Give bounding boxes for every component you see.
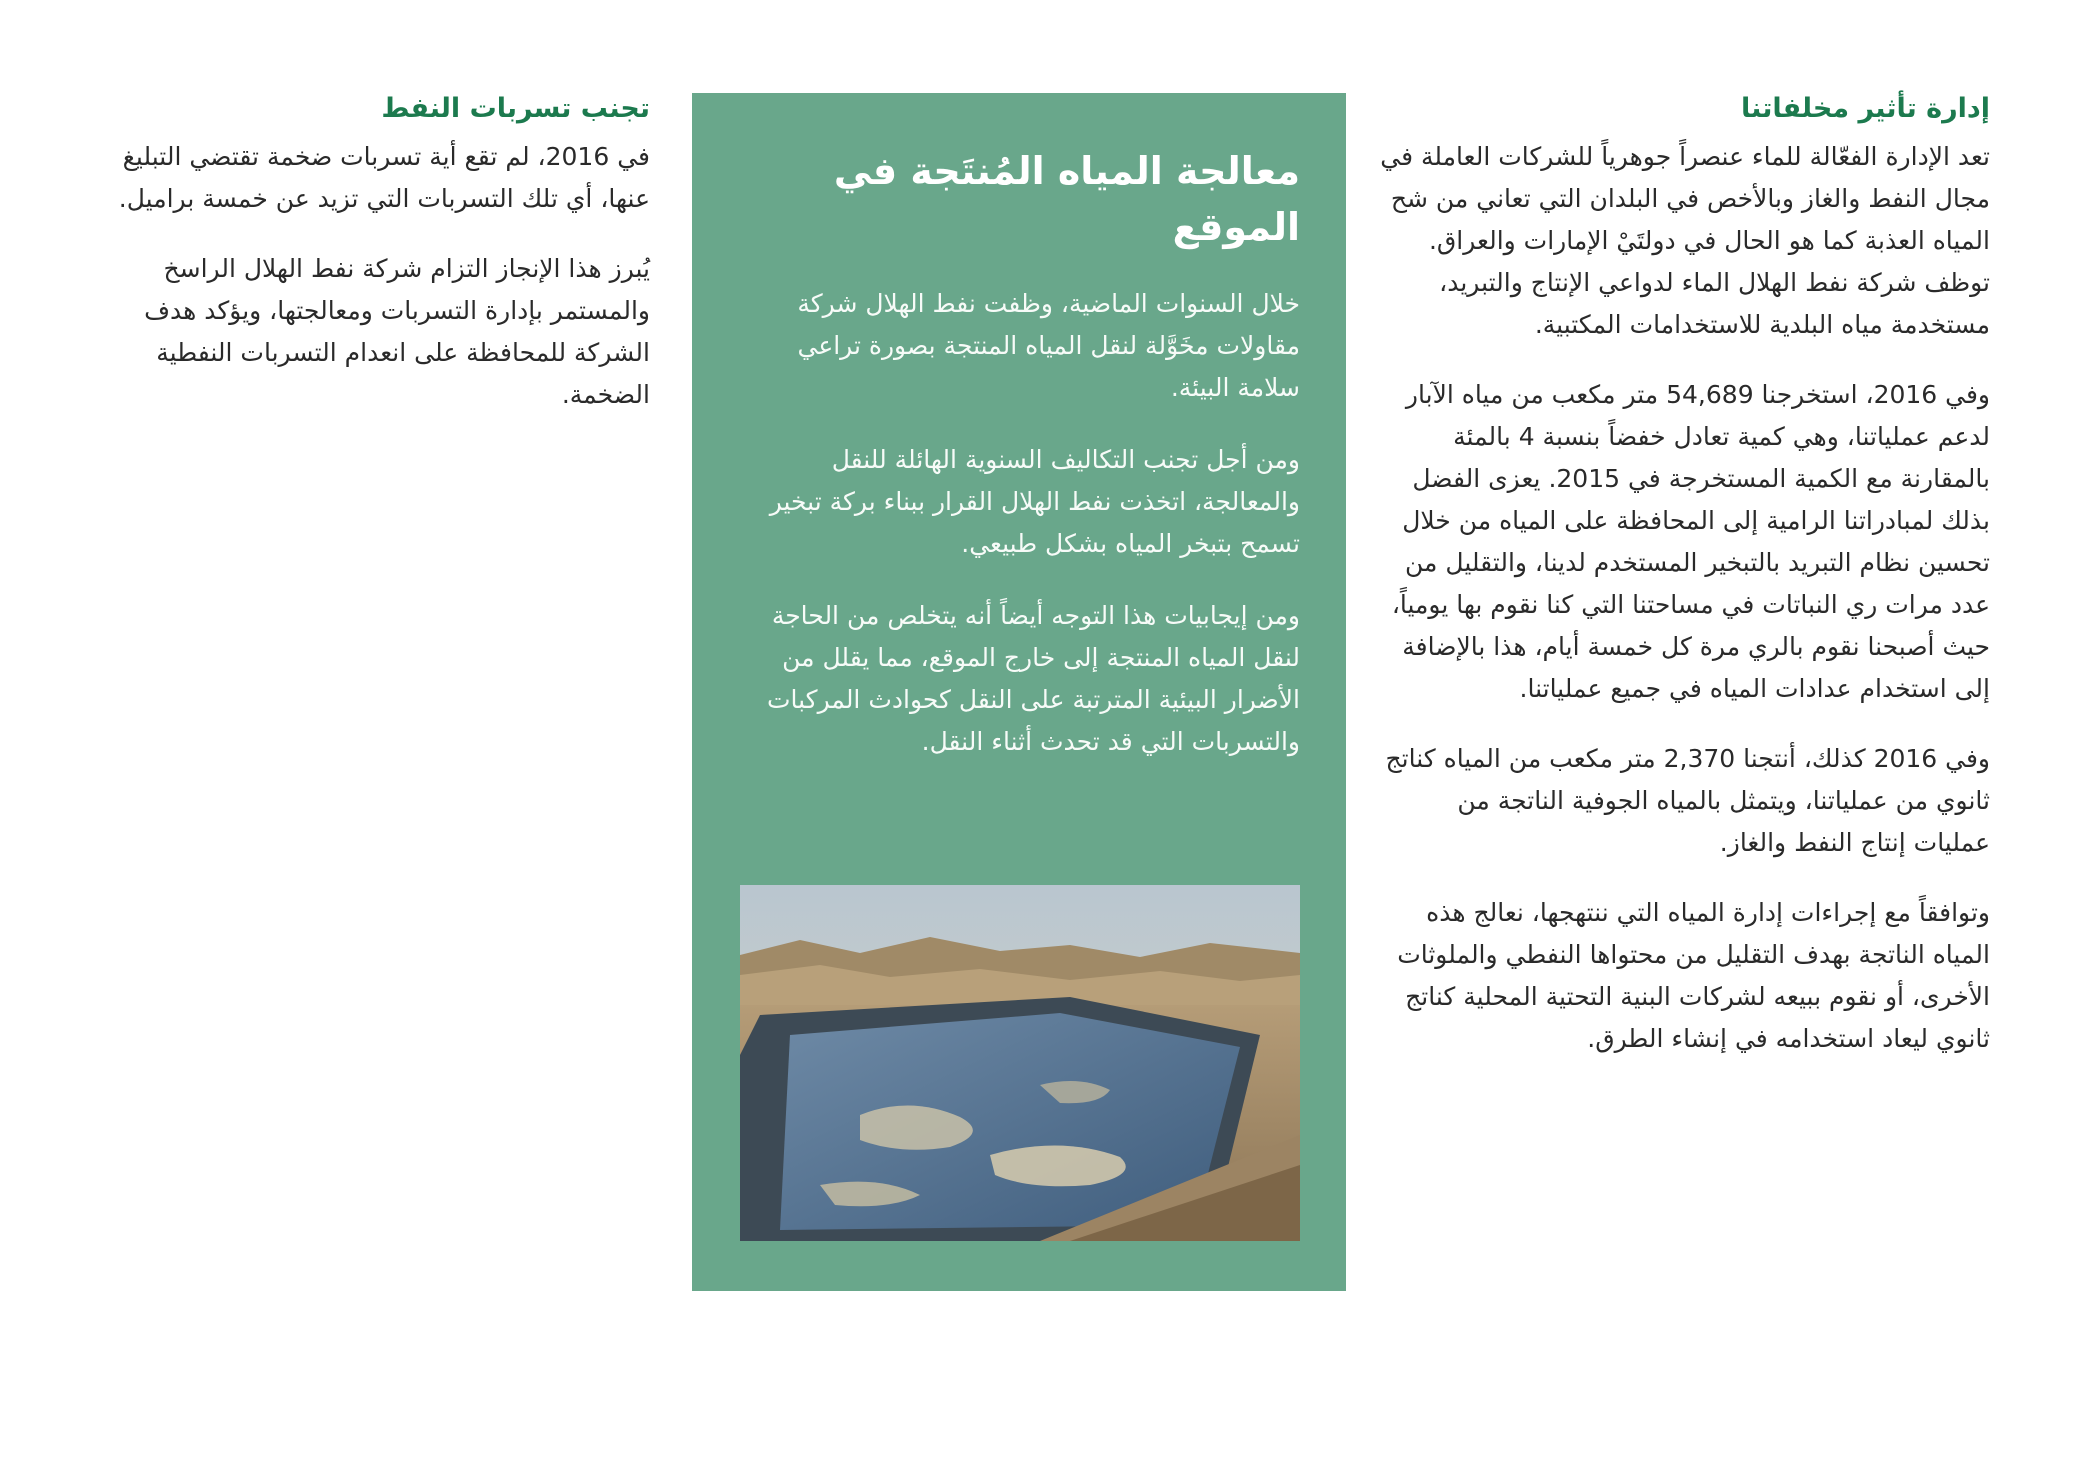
paragraph: يُبرز هذا الإنجاز التزام شركة نفط الهلال الراسخ والمستمر بإدارة التسربات ومعالجتها، ويؤكد هدف الشركة للمحافظة على انعدام التسربات النفطية الضخمة. bbox=[144, 254, 650, 409]
paragraph: وفي 2016، استخرجنا 54,689 متر مكعب من مياه الآبار لدعم عملياتنا، وهي كمية تعادل خفضاً بنسبة 4 بالمئة بالمقارنة مع الكمية المستخرجة في 2015. يعزى الفضل بذلك لمبادراتنا الرامية إلى المحافظة على المياه من خلال تحسين نظام التبريد بالتبخير المستخدم لدينا، والتقليل من عدد مرات ري النباتات في مساحتنا التي كنا نقوم بها يومياً، حيث أصبحنا نقوم بالري مرة كل خمسة أيام، هذا بالإضافة إلى استخدام عدادات المياه في جميع عملياتنا. bbox=[1391, 380, 1990, 703]
section-heading-oil-spills: تجنب تسربات النفط bbox=[381, 93, 650, 124]
oil-spills-section bbox=[98, 92, 650, 444]
paragraph: تعد الإدارة الفعّالة للماء عنصراً جوهرياً للشركات العاملة في مجال النفط والغاز وبالأخص في البلدان التي تعاني من شح المياه العذبة كما هو الحال في دولتَيْ الإمارات والعراق. توظف شركة نفط الهلال الماء لدواعي الإنتاج والتبريد، مستخدمة مياه البلدية للاستخدامات المكتبية. bbox=[1380, 142, 1990, 339]
box-paragraph: خلال السنوات الماضية، وظفت نفط الهلال شركة مقاولات مخَوَّلة لنقل المياه المنتجة بصورة تراعي سلامة البيئة. bbox=[797, 289, 1300, 402]
paragraph: وفي 2016 كذلك، أنتجنا 2,370 متر مكعب من المياه كناتج ثانوي من عملياتنا، ويتمثل بالمياه الجوفية الناتجة من عمليات إنتاج النفط والغاز. bbox=[1385, 744, 1990, 857]
box-title: معالجة المياه المُنتَجة في الموقع bbox=[833, 149, 1300, 249]
onsite-water-treatment-box bbox=[692, 93, 1346, 1291]
box-paragraph: ومن أجل تجنب التكاليف السنوية الهائلة للنقل والمعالجة، اتخذت نفط الهلال القرار ببناء بركة تبخير تسمح بتبخر المياه بشكل طبيعي. bbox=[769, 445, 1300, 558]
box-content bbox=[740, 143, 1300, 793]
paragraph: في 2016، لم تقع أية تسربات ضخمة تقتضي التبليغ عنها، أي تلك التسربات التي تزيد عن خمسة براميل. bbox=[118, 142, 650, 213]
section-heading-waste-impact: إدارة تأثير مخلفاتنا bbox=[1741, 93, 1990, 124]
evaporation-pond-photo bbox=[740, 885, 1300, 1241]
water-management-section bbox=[1380, 92, 1990, 1088]
paragraph: وتوافقاً مع إجراءات إدارة المياه التي ننتهجها، نعالج هذه المياه الناتجة بهدف التقليل من محتواها النفطي والملوثات الأخرى، أو نقوم ببيعه لشركات البنية التحتية المحلية كناتج ثانوي ليعاد استخدامه في إنشاء الطرق. bbox=[1397, 898, 1990, 1053]
box-paragraph: ومن إيجابيات هذا التوجه أيضاً أنه يتخلص من الحاجة لنقل المياه المنتجة إلى خارج الموقع، مما يقلل من الأضرار البيئية المترتبة على النقل كحوادث المركبات والتسربات التي قد تحدث أثناء النقل. bbox=[766, 601, 1300, 756]
